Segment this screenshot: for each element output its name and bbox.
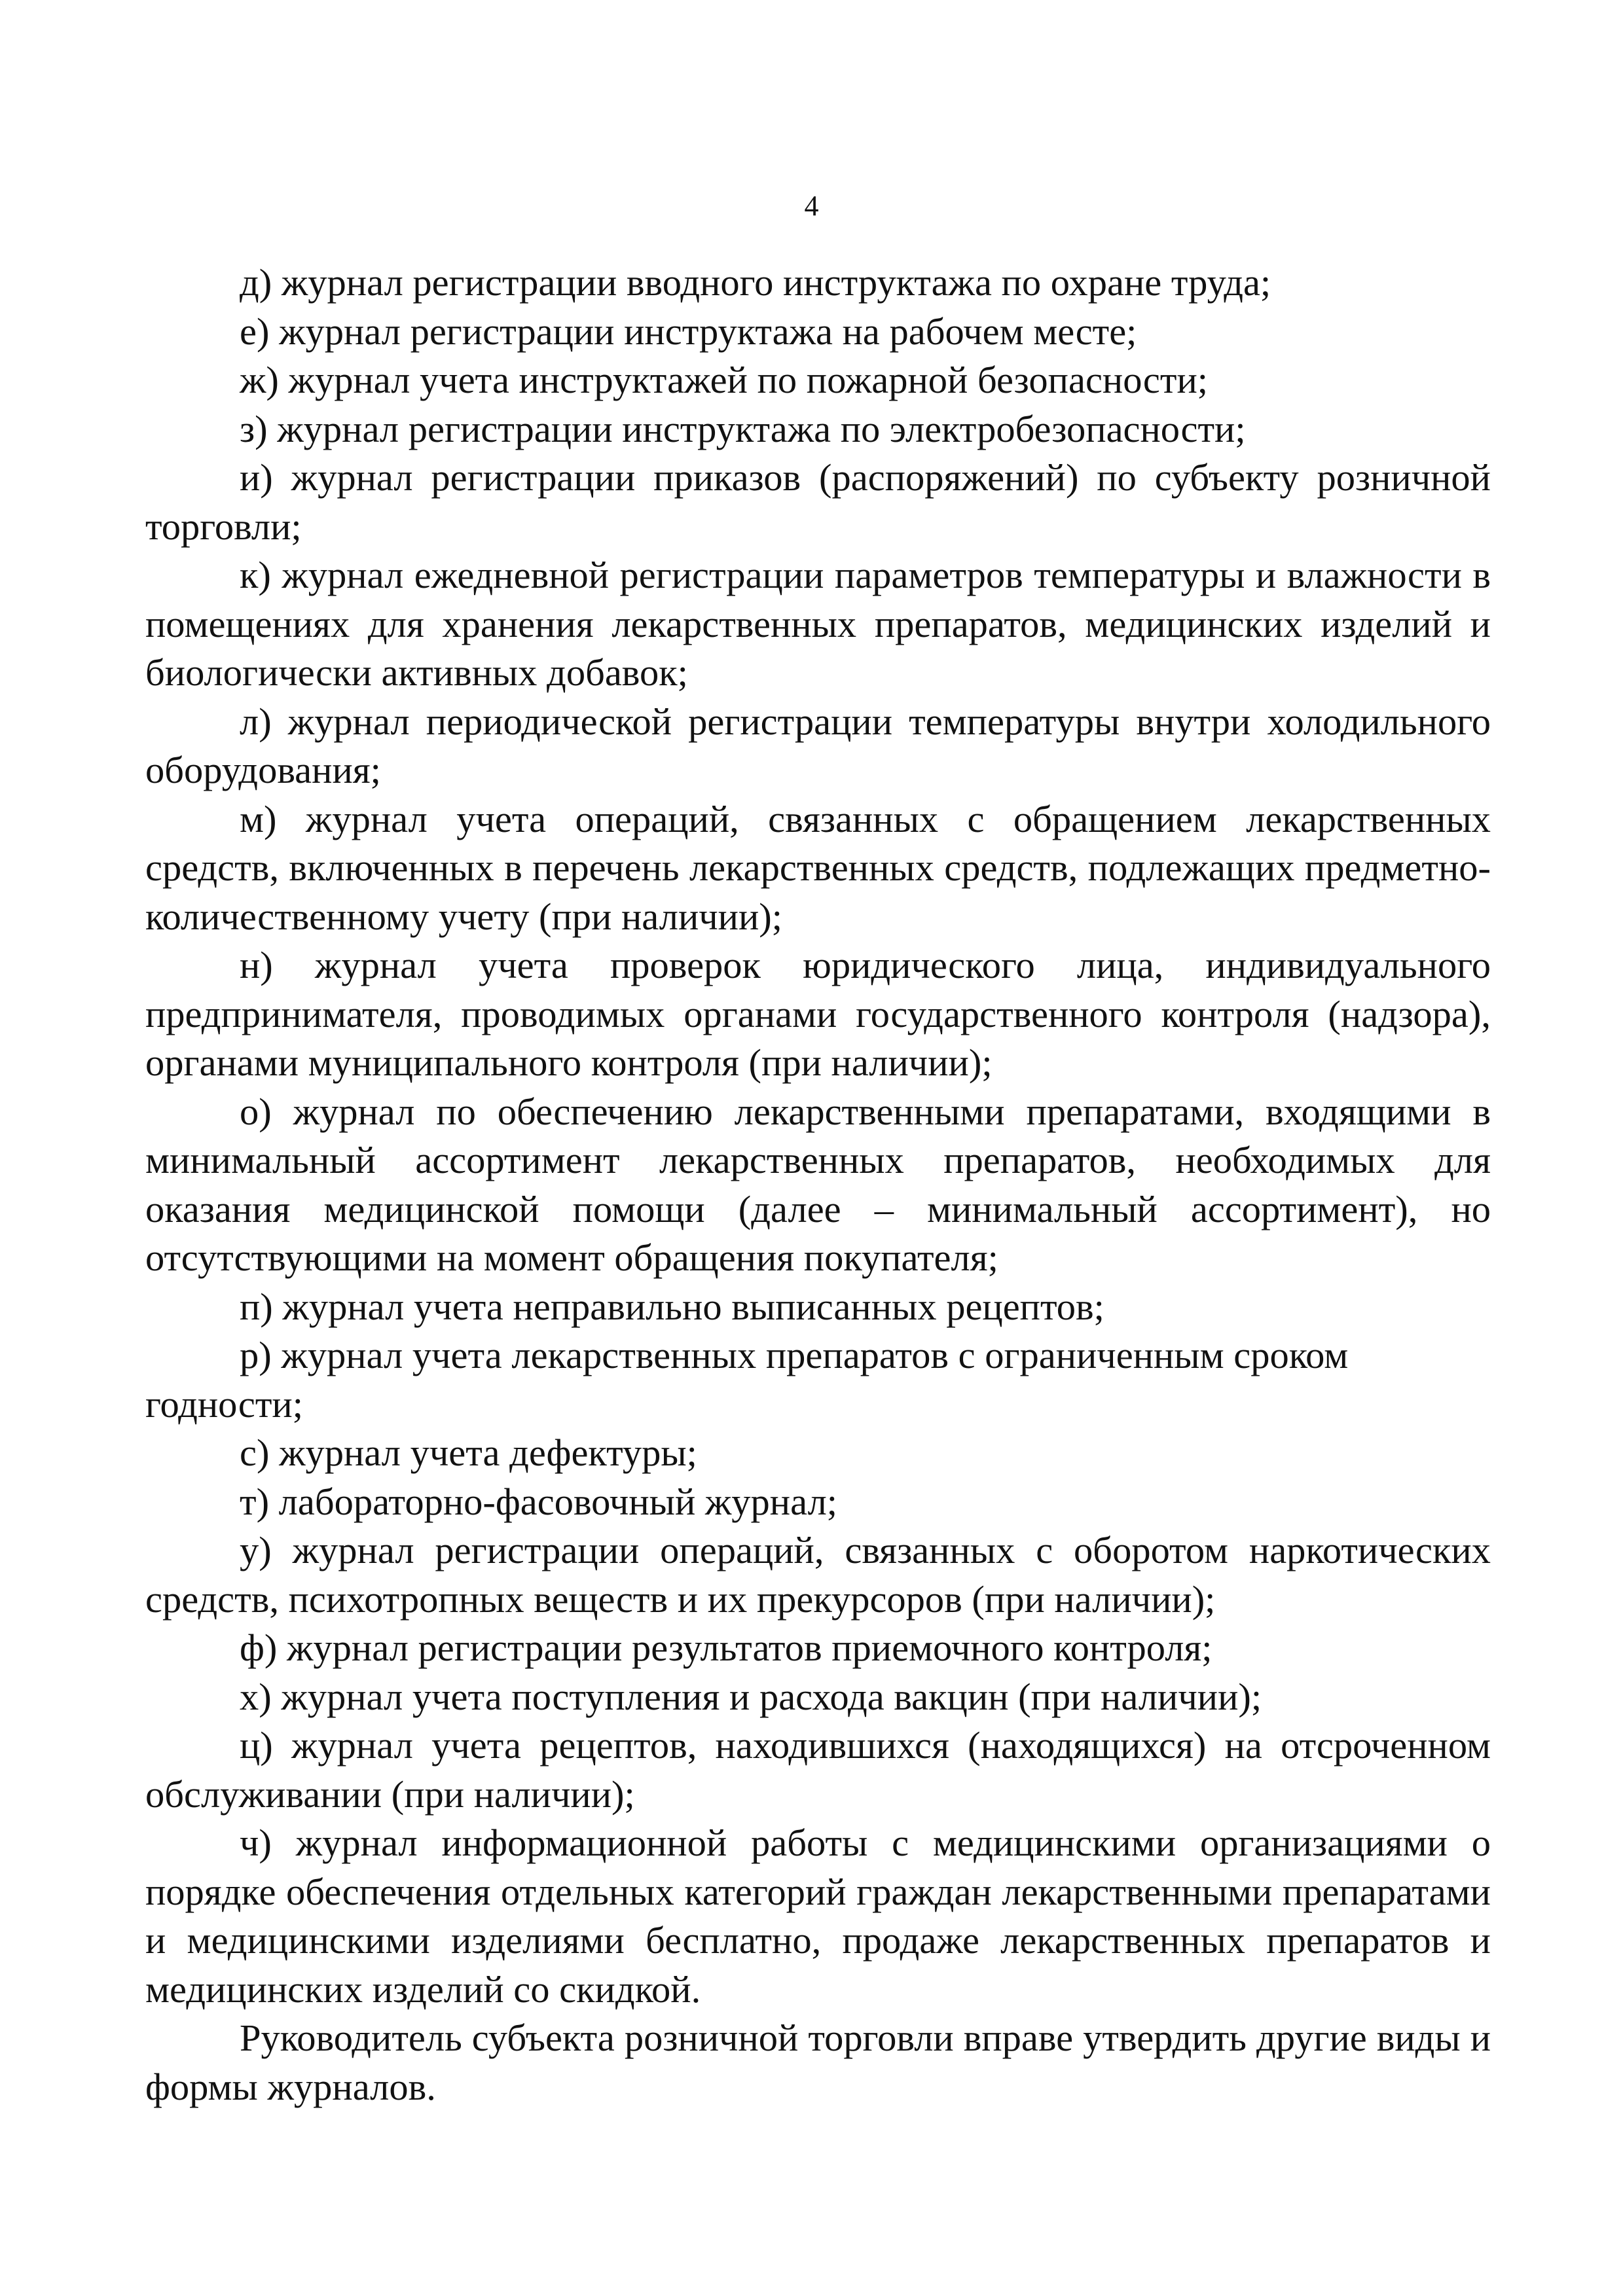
list-item-r: р) журнал учета лекарственных препаратов с ограниченным сроком годности; — [145, 1334, 1349, 1426]
list-item-l: л) журнал периодической регистрации температуры внутри холодильного оборудования; — [145, 700, 1491, 791]
list-item-m: м) журнал учета операций, связанных с обращением лекарственных средств, включенных в перечень лекарственных средств, подлежащих предметно-количественному учету (при наличии); — [145, 797, 1491, 938]
document-body — [145, 259, 1491, 2111]
list-item-f: ф) журнал регистрации результатов приемочного контроля; — [240, 1626, 1213, 1669]
list-item-o: о) журнал по обеспечению лекарственными препаратами, входящими в минимальный ассортимент лекарственных препаратов, необходимых для оказания медицинской помощи (далее – минимальный ассортимент), но отсутствующими на момент обращения покупателя; — [145, 1090, 1491, 1279]
list-item-i: и) журнал регистрации приказов (распоряжений) по субъекту розничной торговли; — [145, 456, 1491, 548]
page-number: 4 — [804, 190, 819, 222]
list-item-kh: х) журнал учета поступления и расхода вакцин (при наличии); — [240, 1675, 1262, 1718]
list-item-p: п) журнал учета неправильно выписанных рецептов; — [240, 1285, 1104, 1328]
list-item-t: т) лабораторно-фасовочный журнал; — [240, 1480, 838, 1523]
list-item-s: с) журнал учета дефектуры; — [240, 1431, 697, 1474]
list-item-k: к) журнал ежедневной регистрации параметров температуры и влажности в помещениях для хранения лекарственных препаратов, медицинских изделий и биологически активных добавок; — [145, 554, 1491, 694]
list-item-u: у) журнал регистрации операций, связанных с оборотом наркотических средств, психотропных веществ и их прекурсоров (при наличии); — [145, 1529, 1491, 1621]
list-item-ts: ц) журнал учета рецептов, находившихся (находящихся) на отсроченном обслуживании (при наличии); — [145, 1724, 1491, 1816]
list-item-n: н) журнал учета проверок юридического лица, индивидуального предпринимателя, проводимых органами государственного контроля (надзора), органами муниципального контроля (при наличии); — [145, 944, 1491, 1084]
list-item-d: д) журнал регистрации вводного инструктажа по охране труда; — [240, 261, 1271, 304]
list-item-z: з) журнал регистрации инструктажа по электробезопасности; — [240, 407, 1246, 450]
list-item-zh: ж) журнал учета инструктажей по пожарной безопасности; — [240, 359, 1209, 401]
list-item-ch: ч) журнал информационной работы с медицинскими организациями о порядке обеспечения отдельных категорий граждан лекарственными препаратами и медицинскими изделиями бесплатно, продаже лекарственных препаратов и медицинских изделий со скидкой. — [145, 1821, 1491, 2011]
closing-paragraph: Руководитель субъекта розничной торговли вправе утвердить другие виды и формы журналов. — [145, 2017, 1491, 2108]
list-item-e: е) журнал регистрации инструктажа на рабочем месте; — [240, 310, 1137, 353]
